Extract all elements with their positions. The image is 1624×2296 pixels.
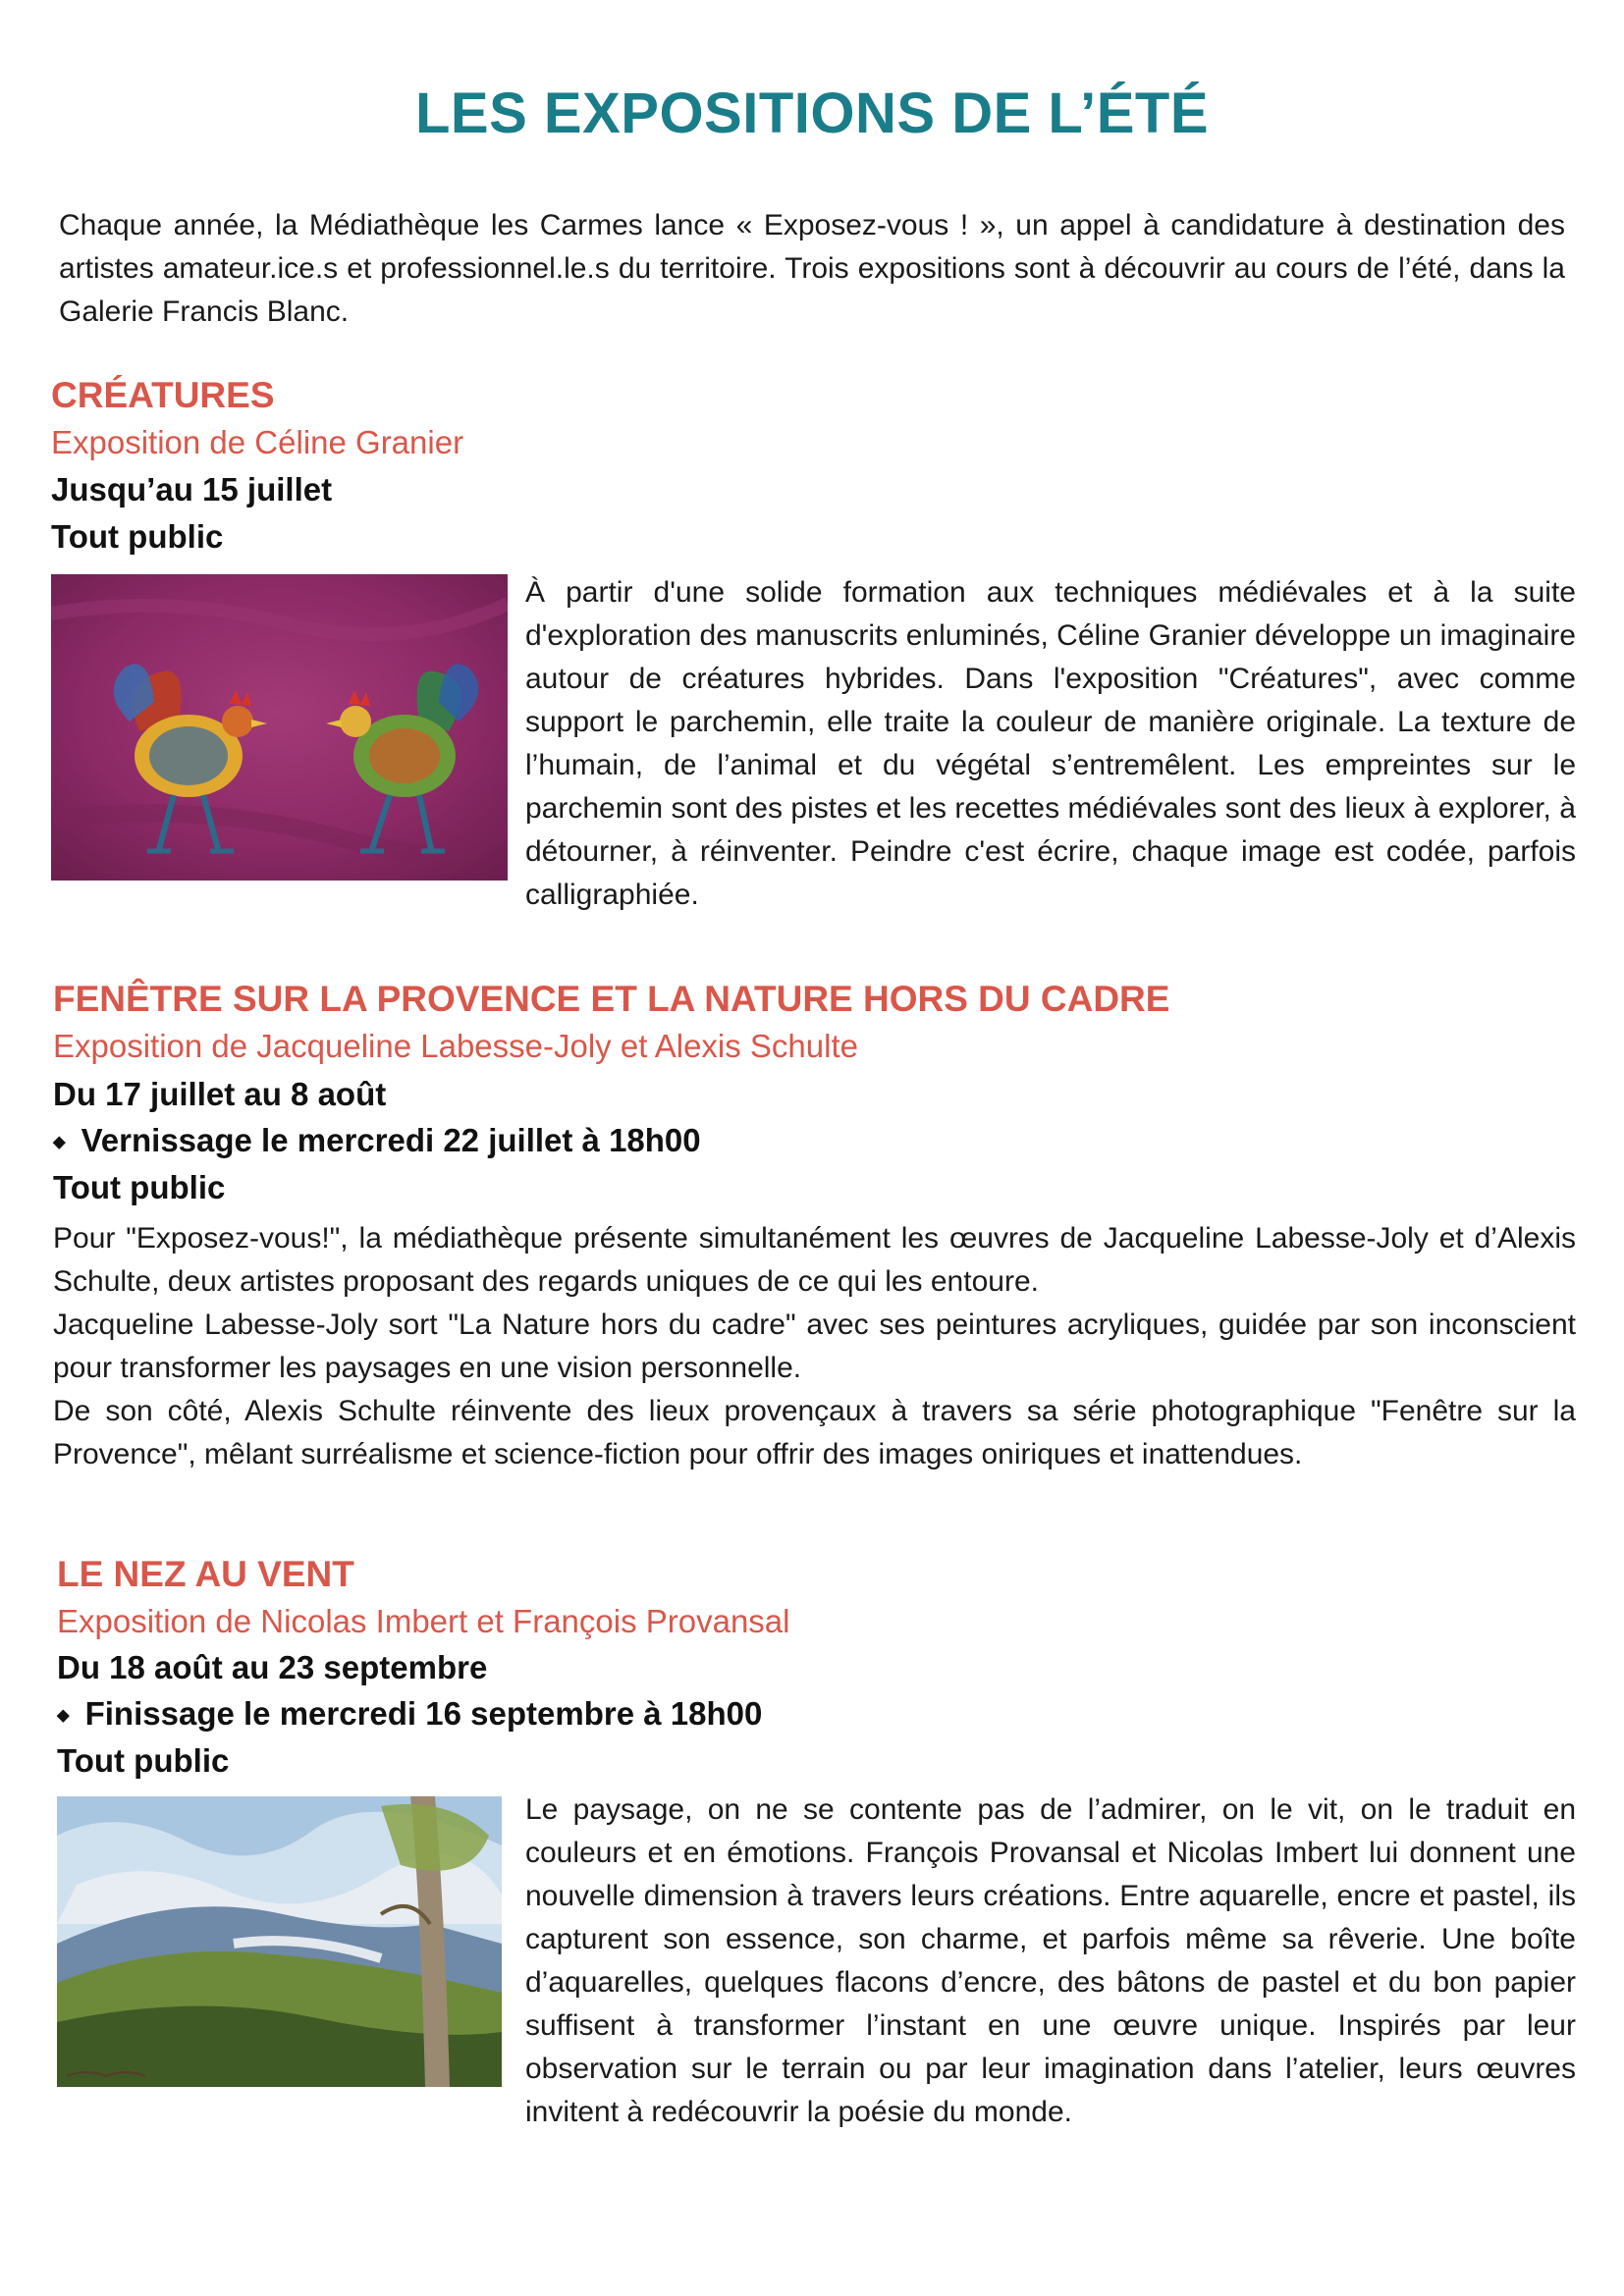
watercolor-landscape-image bbox=[57, 1796, 502, 2087]
section-audience-nez-au-vent: Tout public bbox=[57, 1742, 230, 1779]
event-text: Finissage le mercredi 16 septembre à 18h00 bbox=[84, 1695, 763, 1732]
section-event-provence bbox=[53, 1122, 701, 1159]
section-title-creatures: CRÉATURES bbox=[51, 375, 275, 415]
paragraph: Pour "Exposez-vous!", la médiathèque présente simultanément les œuvres de Jacqueline Labesse-Joly et d’Alexis Schulte, deux artistes proposant des regards uniques de ce qui les entoure. bbox=[53, 1222, 1576, 1298]
section-audience-provence: Tout public bbox=[53, 1169, 226, 1205]
section-dates-creatures: Jusqu’au 15 juillet bbox=[51, 471, 333, 507]
section-body-provence bbox=[53, 1217, 1576, 1476]
bullet-icon: ⬥ bbox=[53, 1132, 66, 1151]
paragraph: De son côté, Alexis Schulte réinvente des lieux provençaux à travers sa série photographique "Fenêtre sur la Provence", mêlant surréalisme et science-fiction pour offrir des images oniriques et inattendues. bbox=[53, 1395, 1576, 1470]
section-event-nez-au-vent bbox=[57, 1695, 762, 1733]
section-dates-provence: Du 17 juillet au 8 août bbox=[53, 1076, 387, 1112]
event-text: Vernissage le mercredi 22 juillet à 18h00 bbox=[81, 1122, 701, 1158]
section-body-creatures: À partir d'une solide formation aux techniques médiévales et à la suite d'exploration des manuscrits enluminés, Céline Granier développe un imaginaire autour de créatures hybrides. Dans l'exposition "Créatures", avec comme support le parchemin, elle traite la couleur de manière originale. La texture de l’humain, de l’animal et du végétal s’entremêlent. Les empreintes sur le parchemin sont des pistes et les recettes médiévales sont des lieux à explorer, à détourner, à réinventer. Peindre c'est écrire, chaque image est codée, parfois calligraphiée. bbox=[525, 576, 1576, 911]
intro-paragraph: Chaque année, la Médiathèque les Carmes lance « Exposez-vous ! », un appel à candidature à destination des artistes amateur.ice.s et professionnel.le.s du territoire. Trois expositions sont à découvrir au cours de l’été, dans la Galerie Francis Blanc. bbox=[59, 209, 1565, 328]
bullet-icon: ⬥ bbox=[57, 1705, 70, 1725]
section-audience-creatures: Tout public bbox=[51, 518, 224, 555]
paragraph: Jacqueline Labesse-Joly sort "La Nature hors du cadre" avec ses peintures acryliques, guidée par son inconscient pour transformer les paysages en une vision personnelle. bbox=[53, 1308, 1576, 1384]
page-title: LES EXPOSITIONS DE L’ÉTÉ bbox=[414, 81, 1210, 145]
section-dates-nez-au-vent: Du 18 août au 23 septembre bbox=[57, 1649, 488, 1685]
section-subtitle-creatures: Exposition de Céline Granier bbox=[51, 424, 464, 460]
section-body-nez-au-vent: Le paysage, on ne se contente pas de l’admirer, on le vit, on le traduit en couleurs et en émotions. François Provansal et Nicolas Imbert lui donnent une nouvelle dimension à travers leurs créations. Entre aquarelle, encre et pastel, ils capturent son essence, son charme, et parfois même sa rêverie. Une boîte d’aquarelles, quelques flacons d’encre, des bâtons de pastel et du bon papier suffisent à transformer l’instant en une œuvre unique. Inspirés par leur observation sur le terrain ou par leur imagination dans l’atelier, leurs œuvres invitent à redécouvrir la poésie du monde. bbox=[525, 1793, 1576, 2128]
section-title-nez-au-vent: LE NEZ AU VENT bbox=[57, 1554, 354, 1594]
section-title-provence: FENÊTRE SUR LA PROVENCE ET LA NATURE HORS DU CADRE bbox=[53, 979, 1170, 1019]
section-subtitle-provence: Exposition de Jacqueline Labesse-Joly et Alexis Schulte bbox=[53, 1028, 858, 1064]
section-subtitle-nez-au-vent: Exposition de Nicolas Imbert et François Provansal bbox=[57, 1603, 790, 1639]
roosters-painting-image bbox=[51, 574, 508, 881]
